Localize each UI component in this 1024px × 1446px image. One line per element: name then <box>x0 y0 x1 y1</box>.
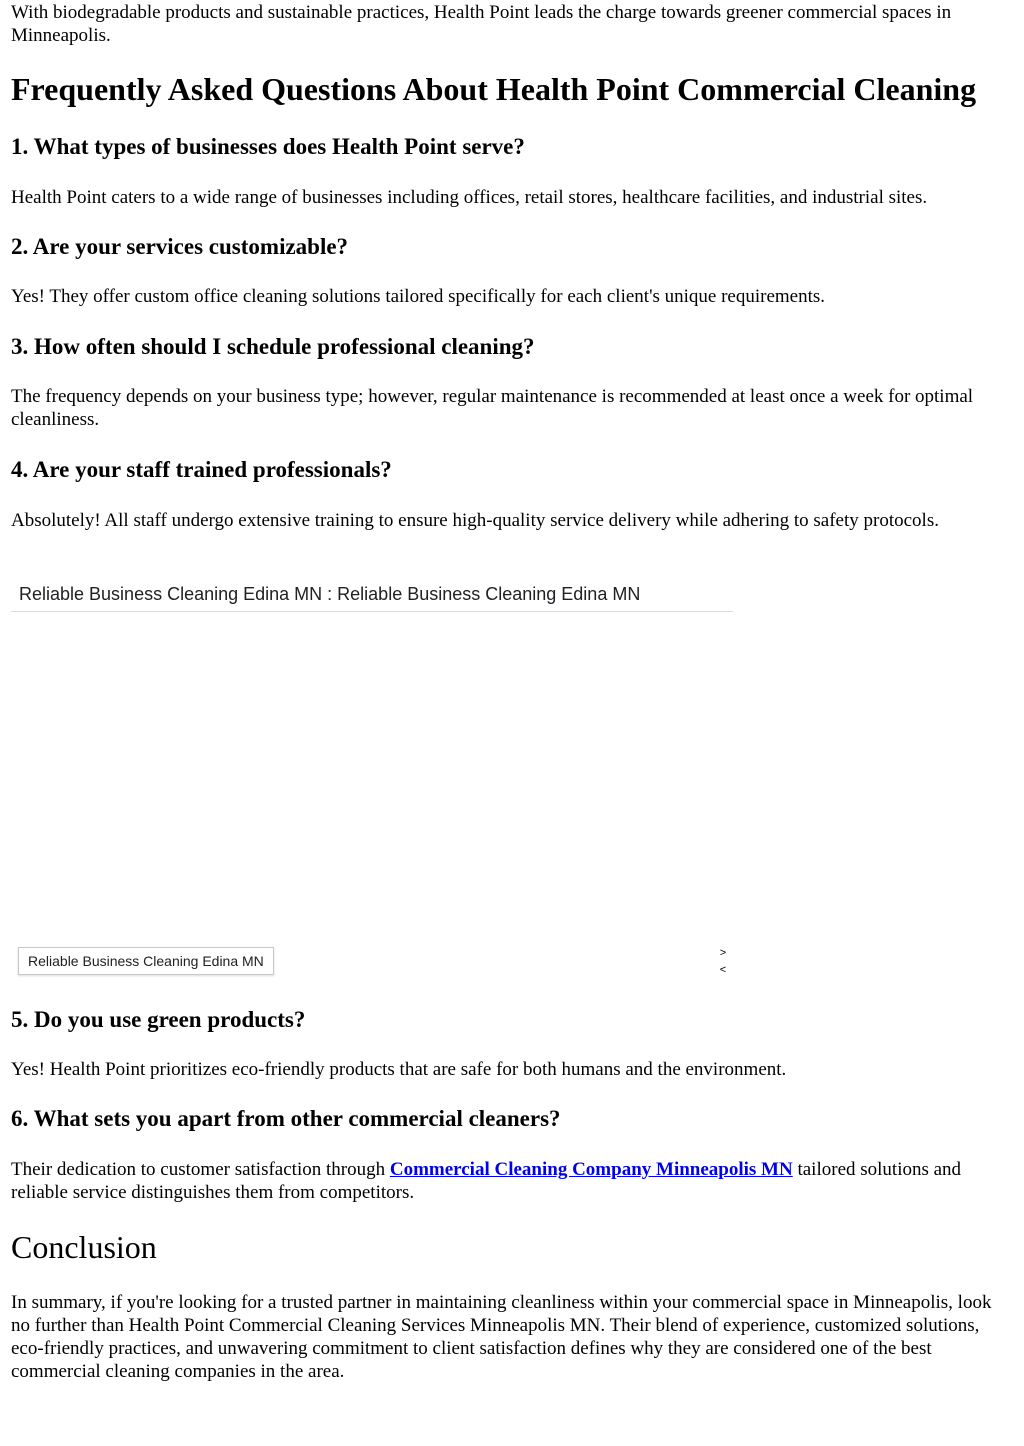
faq-answer-5: Yes! Health Point prioritizes eco-friendly products that are safe for both humans and the environment. <box>11 1059 787 1080</box>
faq-question-1: 1. What types of businesses does Health Point serve? <box>11 134 525 159</box>
conclusion-heading: Conclusion <box>11 1229 157 1265</box>
faq-heading: Frequently Asked Questions About Health Point Commercial Cleaning <box>11 71 977 107</box>
conclusion-paragraph: In summary, if you're looking for a trusted partner in maintaining cleanliness within your commercial space in Minneapolis, look no further than Health Point Commercial Cleaning Services Minneapolis MN. Their blend of experience, customized solutions, eco-friendly practices, and unwavering commitment to client satisfaction defines why they are considered one of the best commercial cleaning companies in the area. <box>11 1292 992 1382</box>
faq-question-4: 4. Are your staff trained professionals? <box>11 457 392 482</box>
faq-question-3: 3. How often should I schedule professional cleaning? <box>11 334 535 359</box>
faq-answer-1: Health Point caters to a wide range of businesses including offices, retail stores, healthcare facilities, and industrial sites. <box>11 187 928 208</box>
map-embed-title: Reliable Business Cleaning Edina MN : Reliable Business Cleaning Edina MN <box>19 584 641 604</box>
faq-answer-2: Yes! They offer custom office cleaning solutions tailored specifically for each client's unique requirements. <box>11 286 826 307</box>
faq-question-5: 5. Do you use green products? <box>11 1007 306 1032</box>
faq-answer-4: Absolutely! All staff undergo extensive training to ensure high-quality service delivery while adhering to safety protocols. <box>11 510 939 531</box>
faq-answer-6-after: tailored solutions and reliable service distinguishes them from competitors. <box>11 1159 962 1203</box>
faq-answer-6 <box>11 1158 1013 1204</box>
faq-question-2: 2. Are your services customizable? <box>11 234 349 259</box>
map-place-label[interactable]: Reliable Business Cleaning Edina MN <box>18 947 274 975</box>
map-next-button[interactable]: > <box>719 947 727 959</box>
map-canvas[interactable] <box>11 612 733 942</box>
faq-answer-3: The frequency depends on your business type; however, regular maintenance is recommended at least once a week for optimal cleanliness. <box>11 386 974 430</box>
faq-answer-6-before: Their dedication to customer satisfaction through <box>11 1159 390 1180</box>
commercial-cleaning-company-link[interactable]: Commercial Cleaning Company Minneapolis MN <box>389 1159 793 1180</box>
faq-question-6: 6. What sets you apart from other commercial cleaners? <box>11 1106 561 1131</box>
map-prev-button[interactable]: < <box>719 964 727 976</box>
map-embed[interactable] <box>11 574 733 984</box>
intro-paragraph: With biodegradable products and sustainable practices, Health Point leads the charge towards greener commercial spaces in Minneapolis. <box>11 2 952 46</box>
